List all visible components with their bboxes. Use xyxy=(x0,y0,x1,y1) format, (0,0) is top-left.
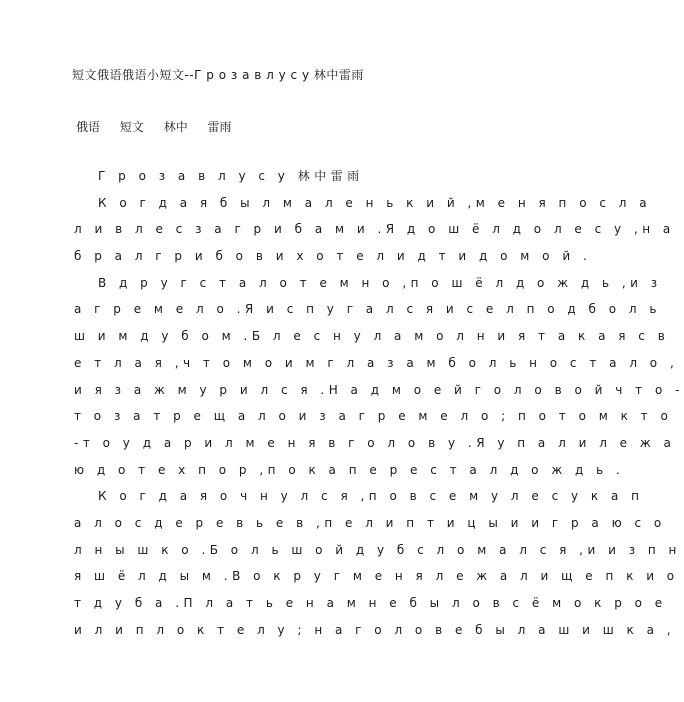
text-line: е т л а я ,ч т о м о и м г л а з а м б о л ь н о с т а л о , xyxy=(74,355,679,370)
text-line: и л и п л о к т е л у ; н а г о л о в е б ы л а ш и ш к а , xyxy=(74,622,676,637)
text-line: -т о у д а р и л м е н я в г о л о в у .Я у п а л и л е ж а xyxy=(74,435,676,450)
keyword: 林中 xyxy=(163,120,188,134)
text-line: К о г д а я б ы л м а л е н ь к и й ,м е н я п о с л а xyxy=(98,195,652,210)
text-line: ш и м д у б о м .Б л е с н у л а м о л н и я т а к а я с в xyxy=(74,329,670,344)
text-line: л и в л е с з а г р и б а м и .Я д о ш ё л д о л е с у ,н а xyxy=(74,222,675,237)
keyword: 俄语 xyxy=(76,120,101,134)
text-line: а л о с д е р е в ь е в ,п е л и п т и ц ы и и г р а ю с о xyxy=(74,515,666,530)
text-line: а г р е м е л о .Я и с п у г а л с я и с е л п о д б о л ь xyxy=(74,302,661,317)
text-line: я ш ё л д ы м .В о к р у г м е н я л е ж а л и щ е п к и о xyxy=(74,569,679,584)
text-line: т о з а т р е щ а л о и з а г р е м е л о ; п о т о м к т о xyxy=(74,409,673,424)
text-line: Г р о з а в л у с у 林中雷雨 xyxy=(98,169,364,183)
text-line: и я з а ж м у р и л с я .Н а д м о е й г о л о в о й ч т о - xyxy=(74,382,684,397)
text-line: ю д о т е х п о р ,п о к а п е р е с т а л д о ж д ь . xyxy=(74,462,625,477)
text-line: В д р у г с т а л о т е м н о ,п о ш ё л д о ж д ь ,и з xyxy=(98,275,662,290)
document-body xyxy=(74,163,684,643)
keyword-list xyxy=(76,118,248,135)
text-line: б р а л г р и б о в и х о т е л и д т и д о м о й . xyxy=(74,249,592,264)
keyword: 短文 xyxy=(119,120,144,134)
text-line: К о г д а я о ч н у л с я ,п о в с е м у л е с у к а п xyxy=(98,489,644,504)
keyword: 雷雨 xyxy=(207,120,232,134)
text-line: т д у б а .П л а т ь е н а м н е б ы л о в с ё м о к р о е xyxy=(74,596,667,610)
document-title: 短文俄语俄语小短文--Г р о з а в л у с у 林中雷雨 xyxy=(72,68,364,82)
text-line: л н ы ш к о .Б о л ь ш о й д у б с л о м а л с я ,и и з п н xyxy=(74,542,681,557)
